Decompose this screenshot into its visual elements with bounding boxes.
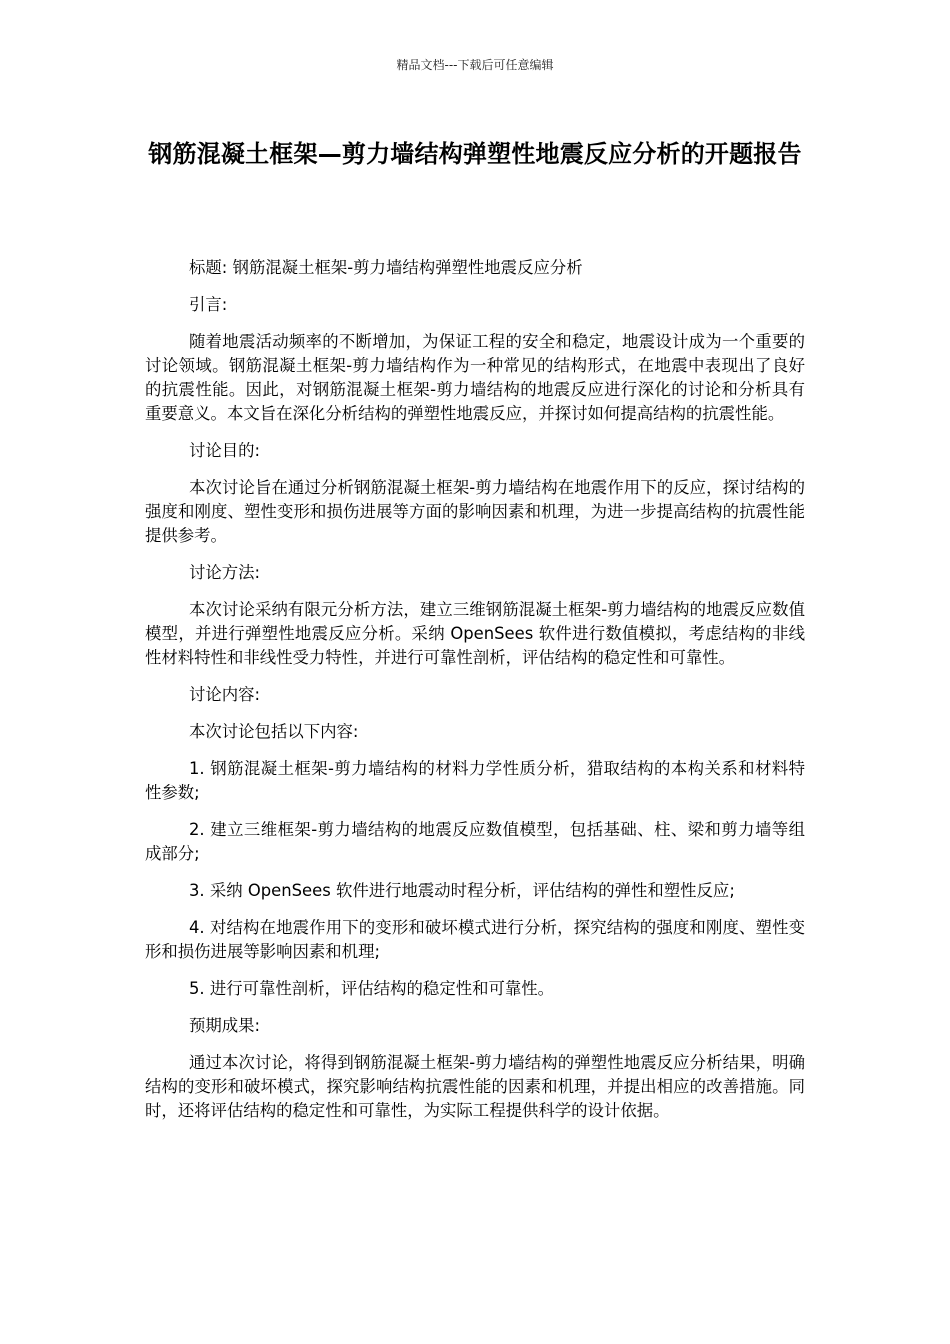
section-heading-method: 讨论方法: bbox=[189, 563, 261, 582]
outcomes-paragraph: 通过本次讨论，将得到钢筋混凝土框架-剪力墙结构的弹塑性地震反应分析结果，明确结构的变形和破坏模式，探究影响结构抗震性能的因素和机理，并提出相应的改善措施。同时，还将评估结构的稳定性和可靠性，为实际工程提供科学的设计依据。 bbox=[145, 1053, 805, 1120]
content-item-4: 4. 对结构在地震作用下的变形和破坏模式进行分析，探究结构的强度和刚度、塑性变形和损伤进展等影响因素和机理; bbox=[145, 918, 805, 961]
content-item-2: 2. 建立三维框架-剪力墙结构的地震反应数值模型，包括基础、柱、梁和剪力墙等组成部分; bbox=[145, 820, 805, 863]
method-paragraph: 本次讨论采纳有限元分析方法，建立三维钢筋混凝土框架-剪力墙结构的地震反应数值模型，并进行弹塑性地震反应分析。采纳 OpenSees 软件进行数值模拟，考虑结构的非线性材料特性和非线性受力特性，并进行可靠性剖析，评估结构的稳定性和可靠性。 bbox=[145, 600, 805, 667]
section-heading-purpose: 讨论目的: bbox=[189, 441, 261, 460]
document-title: 钢筋混凝土框架—剪力墙结构弹塑性地震反应分析的开题报告 bbox=[148, 140, 802, 168]
content-item-1: 1. 钢筋混凝土框架-剪力墙结构的材料力学性质分析，猎取结构的本构关系和材料特性参数; bbox=[145, 759, 805, 802]
content-item-5: 5. 进行可靠性剖析，评估结构的稳定性和可靠性。 bbox=[189, 979, 555, 998]
introduction-paragraph: 随着地震活动频率的不断增加，为保证工程的安全和稳定，地震设计成为一个重要的讨论领域。钢筋混凝土框架-剪力墙结构作为一种常见的结构形式，在地震中表现出了良好的抗震性能。因此，对钢筋混凝土框架-剪力墙结构的地震反应进行深化的讨论和分析具有重要意义。本文旨在深化分析结构的弹塑性地震反应，并探讨如何提高结构的抗震性能。 bbox=[145, 332, 805, 423]
section-heading-introduction: 引言: bbox=[189, 295, 228, 314]
purpose-paragraph: 本次讨论旨在通过分析钢筋混凝土框架-剪力墙结构在地震作用下的反应，探讨结构的强度和刚度、塑性变形和损伤进展等方面的影响因素和机理，为进一步提高结构的抗震性能提供参考。 bbox=[145, 478, 805, 545]
header-note: 精品文档---下载后可任意编辑 bbox=[396, 58, 554, 72]
content-item-3: 3. 采纳 OpenSees 软件进行地震动时程分析，评估结构的弹性和塑性反应; bbox=[189, 881, 735, 900]
subject-line: 标题: 钢筋混凝土框架-剪力墙结构弹塑性地震反应分析 bbox=[189, 258, 583, 277]
section-heading-content: 讨论内容: bbox=[189, 685, 261, 704]
content-intro: 本次讨论包括以下内容: bbox=[189, 722, 359, 741]
document-body bbox=[145, 256, 805, 1136]
section-heading-outcomes: 预期成果: bbox=[189, 1016, 261, 1035]
